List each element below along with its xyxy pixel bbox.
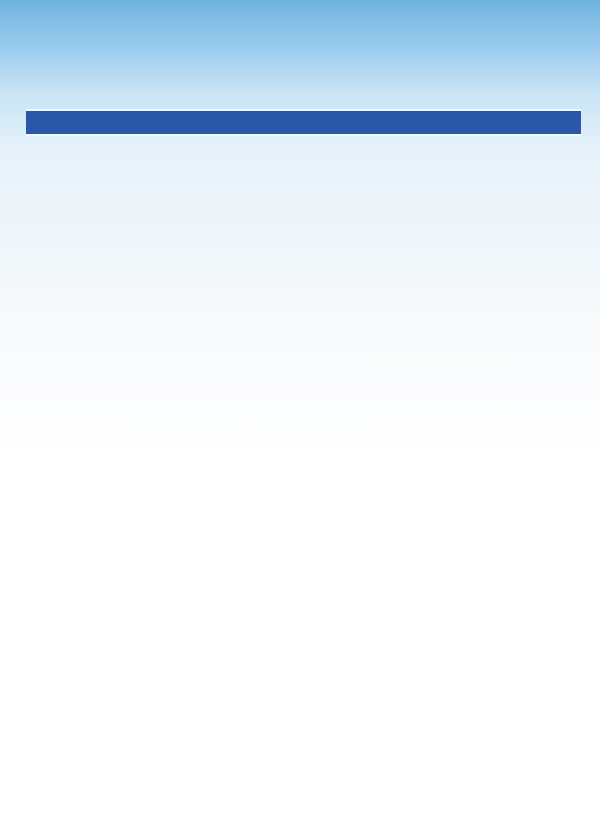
table-of-contents (26, 109, 581, 136)
games-section-header (26, 111, 581, 134)
